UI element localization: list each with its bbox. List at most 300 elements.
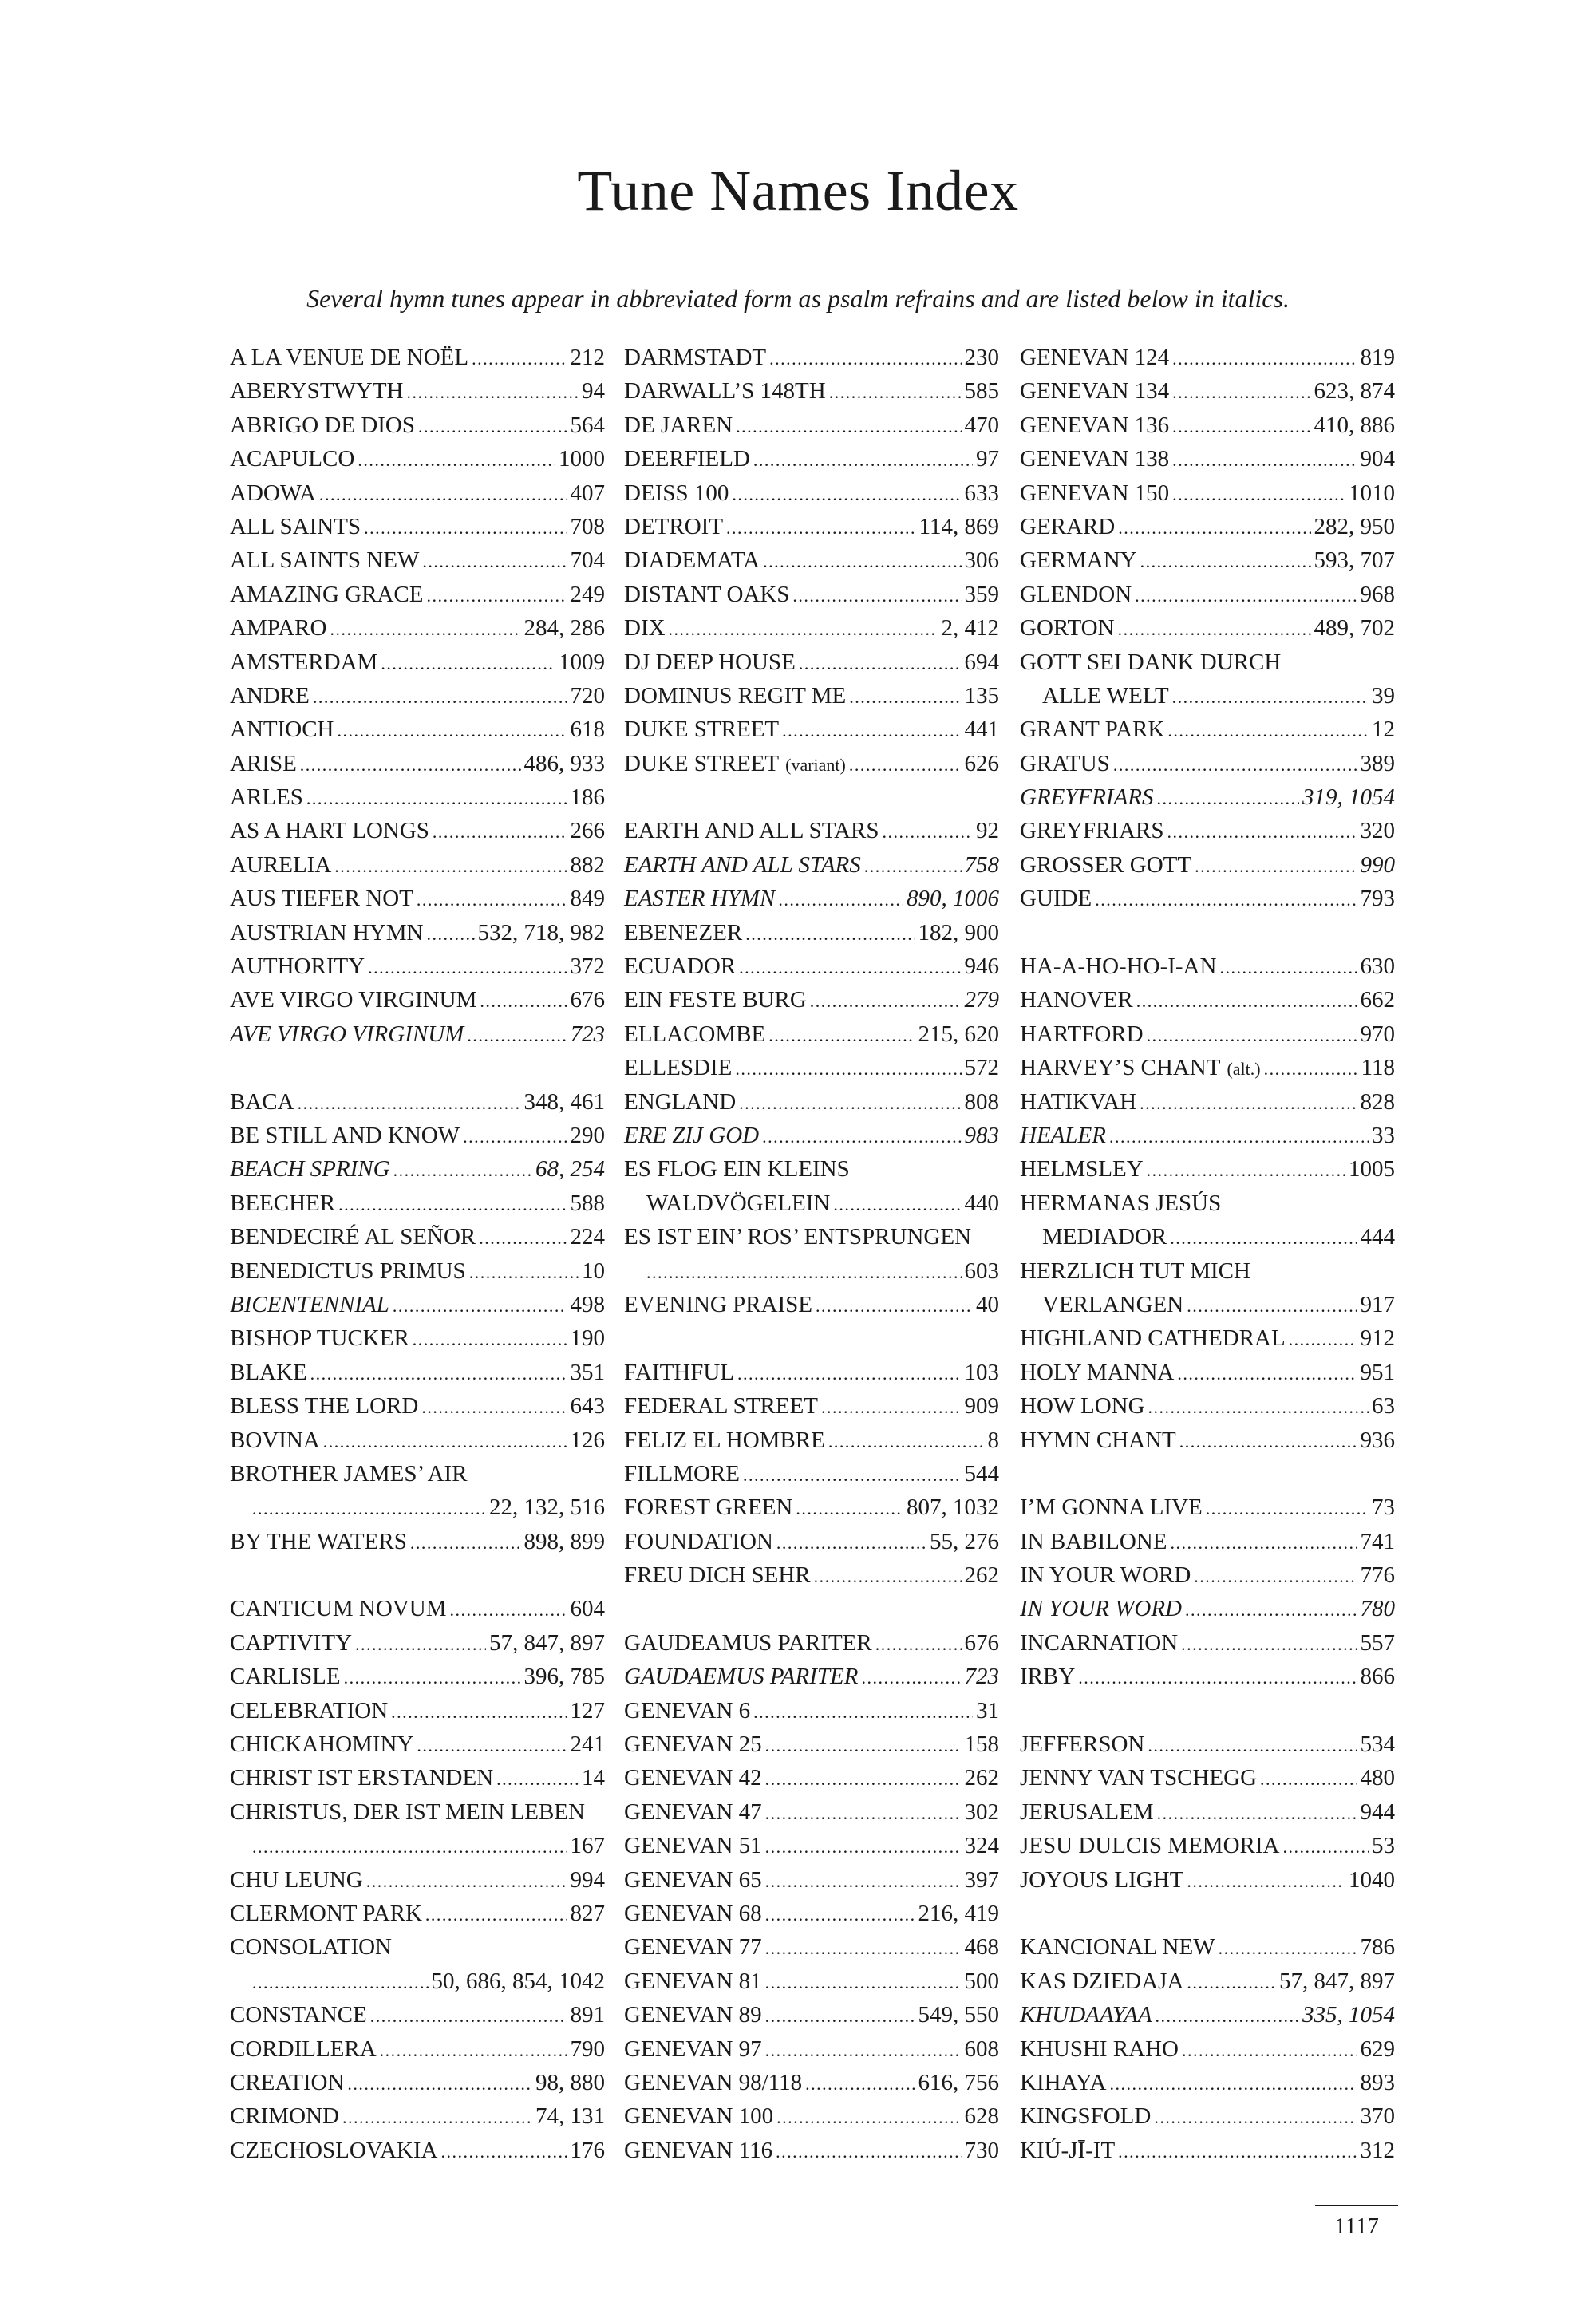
leader-dots [1135, 579, 1357, 613]
page-reference: 643 [570, 1393, 605, 1420]
index-entry [230, 2032, 605, 2066]
leader-dots [1172, 342, 1357, 376]
leader-dots [1118, 511, 1310, 545]
tune-name: INCARNATION [1020, 1629, 1179, 1656]
index-entry [624, 1863, 999, 1897]
leader-dots [753, 444, 973, 477]
index-entry [624, 1491, 999, 1524]
page-reference: 968 [1360, 581, 1395, 607]
tune-name: CZECHOSLOVAKIA [230, 2137, 438, 2163]
tune-name: BE STILL AND KNOW [230, 1122, 460, 1148]
leader-dots [1264, 1052, 1358, 1086]
page-reference: 224 [570, 1224, 605, 1250]
leader-dots [496, 1763, 579, 1796]
leader-dots [417, 1729, 567, 1763]
page-reference: 1040 [1349, 1866, 1395, 1893]
tune-name: HOLY MANNA [1020, 1359, 1175, 1385]
leader-dots [1177, 1357, 1357, 1391]
index-entry [1020, 1863, 1395, 1897]
index-entry [1020, 1525, 1395, 1558]
leader-dots [1113, 748, 1357, 782]
tune-name: IN BABILONE [1020, 1528, 1167, 1554]
page-reference: 216, 419 [918, 1900, 999, 1926]
tune-name: ACAPULCO [230, 446, 355, 472]
leader-dots [782, 714, 961, 748]
index-entry [624, 1085, 999, 1119]
leader-dots [776, 2135, 961, 2169]
index-entry [230, 646, 605, 679]
tune-name: GENEVAN 97 [624, 2036, 762, 2062]
page-reference: 628 [964, 2103, 999, 2130]
index-entry [1020, 442, 1395, 476]
leader-dots [467, 1019, 567, 1052]
index-entry [624, 2099, 999, 2133]
index-entry [1020, 1795, 1395, 1829]
leader-dots [1179, 1425, 1357, 1459]
tune-name: HERZLICH TUT MICH [1020, 1258, 1250, 1284]
index-entry [230, 747, 605, 780]
index-column-2 [624, 341, 999, 2167]
leader-dots [814, 1560, 962, 1593]
index-entry [1020, 780, 1395, 814]
index-entry [624, 713, 999, 746]
tune-name: GLENDON [1020, 581, 1132, 607]
index-entry [1020, 646, 1395, 679]
leader-dots [1172, 376, 1310, 409]
index-entry [624, 1897, 999, 1930]
index-entry [1020, 1356, 1395, 1389]
leader-dots [440, 2135, 567, 2169]
leader-dots [310, 1357, 567, 1391]
page-reference: 8 [987, 1427, 999, 1453]
tune-name: AS A HART LONGS [230, 818, 429, 844]
leader-dots [1078, 1661, 1357, 1695]
tune-name: GENEVAN 81 [624, 1968, 762, 1994]
tune-name: KHUDAAYAA [1020, 2002, 1152, 2028]
tune-name: I’M GONNA LIVE [1020, 1495, 1203, 1521]
tune-name: EARTH AND ALL STARS [624, 818, 879, 844]
section-gap [1020, 1457, 1395, 1491]
tune-name: KHUSHI RAHO [1020, 2036, 1179, 2062]
tune-name: HELMSLEY [1020, 1156, 1144, 1183]
tune-name: GENEVAN 68 [624, 1900, 762, 1926]
page-reference: 808 [964, 1088, 999, 1115]
page-reference: 158 [964, 1732, 999, 1758]
tune-name: ES FLOG EIN KLEINS [624, 1156, 850, 1183]
tune-name: CHRIST IST ERSTANDEN [230, 1765, 494, 1791]
index-entry [230, 341, 605, 374]
page-reference: 176 [570, 2137, 605, 2163]
page-reference: 468 [964, 1934, 999, 1961]
index-entry [230, 882, 605, 915]
leader-dots [735, 1052, 961, 1086]
index-entry [230, 780, 605, 814]
tune-name: GENEVAN 98/118 [624, 2069, 803, 2095]
index-entry [230, 1152, 605, 1186]
leader-dots [480, 985, 567, 1018]
page-reference: 544 [964, 1460, 999, 1487]
index-entry [230, 543, 605, 577]
index-entry [1020, 1491, 1395, 1524]
index-entry [1020, 1728, 1395, 1761]
page-reference: 676 [570, 987, 605, 1013]
tune-name: GENEVAN 47 [624, 1799, 762, 1825]
page-reference: 12 [1372, 717, 1395, 743]
index-entry [1020, 950, 1395, 983]
index-entry [1020, 1254, 1395, 1288]
page-reference: 470 [964, 412, 999, 438]
leader-dots [1147, 1019, 1357, 1052]
index-entry [230, 679, 605, 713]
tune-name: HA-A-HO-HO-I-AN [1020, 954, 1217, 980]
page-reference: 891 [570, 2002, 605, 2028]
tune-name: FAITHFUL [624, 1359, 735, 1385]
tune-name: DETROIT [624, 513, 724, 539]
page-reference: 616, 756 [918, 2069, 999, 2095]
tune-name: CAPTIVITY [230, 1629, 353, 1656]
tune-name: DEISS 100 [624, 480, 729, 506]
page-reference: 114, 869 [918, 513, 999, 539]
leader-dots [330, 613, 520, 646]
index-entry [1020, 611, 1395, 645]
index-entry [1020, 1829, 1395, 1862]
index-entry [1020, 1626, 1395, 1660]
tune-name: DIADEMATA [624, 547, 760, 574]
page-reference: 807, 1032 [907, 1495, 999, 1521]
tune-name: VERLANGEN [1042, 1291, 1184, 1317]
tune-name: DARMSTADT [624, 345, 767, 370]
leader-dots [769, 342, 961, 376]
section-gap [1020, 916, 1395, 950]
index-entry [624, 848, 999, 882]
page-reference: 603 [964, 1258, 999, 1284]
tune-name: ABRIGO DE DIOS [230, 412, 415, 438]
tune-name: CONSOLATION [230, 1934, 392, 1961]
tune-name: ALLE WELT [1042, 682, 1169, 709]
leader-dots [472, 342, 567, 376]
page-reference: 623, 874 [1314, 378, 1395, 405]
page-reference: 126 [570, 1427, 605, 1453]
footer-rule [1315, 2205, 1398, 2206]
leader-dots [393, 1154, 532, 1187]
tune-name: AVE VIRGO VIRGINUM [230, 987, 477, 1013]
tune-name: FOREST GREEN [624, 1495, 793, 1521]
leader-dots [1289, 1323, 1357, 1356]
tune-name: DISTANT OAKS [624, 581, 790, 607]
index-entry [1020, 679, 1395, 713]
tune-name: GENEVAN 25 [624, 1732, 762, 1758]
index-entry [624, 1930, 999, 1964]
index-entry [1020, 1660, 1395, 1693]
leader-dots [1182, 2034, 1357, 2067]
leader-dots [338, 1188, 567, 1222]
tune-name: FELIZ EL HOMBRE [624, 1427, 825, 1453]
page-reference: 626 [964, 750, 999, 776]
page-reference: 532, 718, 982 [477, 919, 605, 946]
index-entry [624, 1795, 999, 1829]
index-entry [230, 2066, 605, 2099]
page-reference: 604 [570, 1596, 605, 1622]
tune-name: HANOVER [1020, 987, 1133, 1013]
page-reference: 370 [1360, 2103, 1395, 2130]
page-reference: 74, 131 [535, 2103, 605, 2130]
page-reference: 73 [1372, 1495, 1395, 1521]
tune-name: AMPARO [230, 615, 327, 642]
leader-dots [1110, 2067, 1357, 2101]
tune-name: HIGHLAND CATHEDRAL [1020, 1325, 1286, 1352]
index-entry [624, 510, 999, 543]
page-reference: 500 [964, 1968, 999, 1994]
index-entry [1020, 713, 1395, 746]
leader-dots [418, 410, 567, 444]
index-entry [624, 1017, 999, 1051]
leader-dots [829, 376, 962, 409]
leader-dots [449, 1593, 567, 1627]
index-entry [624, 1288, 999, 1321]
page-reference: 720 [570, 682, 605, 709]
leader-dots [1147, 1154, 1345, 1187]
tune-name: DJ DEEP HOUSE [624, 649, 796, 675]
leader-dots [1260, 1763, 1357, 1796]
index-entry [1020, 1558, 1395, 1592]
leader-dots [479, 1222, 567, 1255]
leader-dots [861, 1661, 961, 1695]
section-gap [624, 780, 999, 814]
page-reference: 990 [1360, 851, 1395, 878]
tune-name: CLERMONT PARK [230, 1900, 422, 1926]
page-reference: 282, 950 [1314, 513, 1395, 539]
page-reference: 33 [1372, 1122, 1395, 1148]
index-entry [1020, 747, 1395, 780]
page-reference: 92 [976, 818, 999, 844]
tune-name: BOVINA [230, 1427, 320, 1453]
index-entry [230, 1897, 605, 1930]
tune-name: FILLMORE [624, 1460, 740, 1487]
tune-name: JENNY VAN TSCHEGG [1020, 1765, 1258, 1791]
index-entry [1020, 983, 1395, 1017]
section-gap [624, 1321, 999, 1355]
page-reference: 904 [1360, 446, 1395, 472]
leader-dots [422, 545, 567, 578]
intro-note: Several hymn tunes appear in abbreviated form as psalm refrains and are listed below in italics. [306, 284, 1290, 313]
page-reference: 893 [1360, 2069, 1395, 2095]
index-entry [624, 950, 999, 983]
page-reference: 827 [570, 1900, 605, 1926]
leader-dots [762, 1120, 961, 1154]
page-reference: 68, 254 [535, 1156, 605, 1183]
index-entry [1020, 578, 1395, 611]
tune-name: DUKE STREET [624, 750, 780, 776]
tune-name: GERARD [1020, 513, 1116, 539]
tune-name: ES IST EIN’ ROS’ ENTSPRUNGEN [624, 1224, 972, 1250]
tune-name: ELLACOMBE [624, 1021, 766, 1047]
tune-name: AMSTERDAM [230, 649, 378, 675]
index-entry [230, 1321, 605, 1355]
tune-name: HATIKVAH [1020, 1088, 1137, 1115]
index-entry [230, 510, 605, 543]
page-reference: 2, 412 [941, 615, 999, 642]
tune-name: BENEDICTUS PRIMUS [230, 1258, 466, 1284]
page-reference: 241 [570, 1732, 605, 1758]
tune-name: IN YOUR WORD [1020, 1562, 1191, 1589]
index-entry [624, 1998, 999, 2032]
page-reference: 741 [1360, 1528, 1395, 1554]
page-reference: 39 [1372, 682, 1395, 709]
page-number: 1117 [1334, 2213, 1379, 2239]
index-entry [230, 1592, 605, 1625]
leader-dots [765, 1830, 962, 1864]
page-reference: 63 [1372, 1393, 1395, 1420]
leader-dots [776, 1526, 926, 1560]
index-entry [624, 646, 999, 679]
leader-dots [364, 511, 567, 545]
page-reference: 290 [570, 1122, 605, 1148]
leader-dots [393, 1289, 567, 1323]
leader-dots [252, 1830, 567, 1864]
page-reference: 441 [964, 717, 999, 743]
tune-variant-note: (variant) [785, 754, 846, 775]
tune-name: HEALER [1020, 1122, 1106, 1148]
index-entry [1020, 1389, 1395, 1423]
leader-dots [421, 1391, 567, 1424]
page-reference: 324 [964, 1833, 999, 1859]
tune-name: GOTT SEI DANK DURCH [1020, 649, 1282, 675]
tune-name: HYMN CHANT [1020, 1427, 1176, 1453]
tune-name: HARTFORD [1020, 1021, 1144, 1047]
leader-dots [805, 2067, 915, 2101]
page-reference: 212 [570, 345, 605, 370]
index-entry [230, 2099, 605, 2133]
index-entry [624, 1558, 999, 1592]
page-reference: 1005 [1349, 1156, 1395, 1183]
index-entry [624, 543, 999, 577]
page-reference: 662 [1360, 987, 1395, 1013]
page-reference: 994 [570, 1866, 605, 1893]
index-entry [230, 1829, 605, 1862]
tune-name: CHU LEUNG [230, 1866, 363, 1893]
leader-dots [765, 1865, 962, 1898]
leader-dots [821, 1391, 961, 1424]
page-reference: 629 [1360, 2036, 1395, 2062]
page-reference: 970 [1360, 1021, 1395, 1047]
tune-name: DOMINUS REGIT ME [624, 682, 847, 709]
index-entry [1020, 2066, 1395, 2099]
leader-dots [355, 1628, 486, 1661]
index-entry [230, 814, 605, 847]
leader-dots [319, 478, 567, 511]
leader-dots [334, 850, 567, 883]
leader-dots [753, 1696, 973, 1729]
page-reference: 97 [976, 446, 999, 472]
leader-dots [407, 376, 579, 409]
tune-name: GENEVAN 116 [624, 2137, 773, 2163]
page-reference: 983 [964, 1122, 999, 1148]
tune-name: KAS DZIEDAJA [1020, 1968, 1184, 1994]
index-entry [624, 1626, 999, 1660]
leader-dots [745, 918, 915, 951]
index-entry [624, 1761, 999, 1795]
page-reference: 723 [964, 1664, 999, 1690]
section-gap [1020, 1897, 1395, 1930]
index-entry [230, 1626, 605, 1660]
index-entry [230, 1017, 605, 1051]
index-entry [230, 1220, 605, 1254]
tune-name: ELLESDIE [624, 1055, 733, 1081]
leader-dots [381, 647, 555, 681]
leader-dots [252, 1492, 486, 1526]
tune-name: CREATION [230, 2069, 345, 2095]
page-reference: 890, 1006 [907, 886, 999, 912]
index-entry [624, 1457, 999, 1491]
page-reference: 1009 [559, 649, 605, 675]
tune-name: DEERFIELD [624, 446, 750, 472]
leader-dots [765, 1763, 962, 1796]
tune-name: DE JAREN [624, 412, 733, 438]
tune-name: GENEVAN 100 [624, 2103, 774, 2130]
tune-name: ARISE [230, 750, 297, 776]
index-entry [624, 1254, 999, 1288]
leader-dots [1187, 1865, 1345, 1898]
index-entry [230, 578, 605, 611]
leader-dots [765, 1898, 915, 1932]
leader-dots [469, 1256, 579, 1289]
page-reference: 53 [1372, 1833, 1395, 1859]
page-reference: 127 [570, 1697, 605, 1724]
index-entry [230, 1119, 605, 1152]
leader-dots [792, 579, 961, 613]
page-reference: 633 [964, 480, 999, 506]
index-entry [1020, 2134, 1395, 2167]
leader-dots [799, 647, 962, 681]
leader-dots [1148, 1729, 1357, 1763]
index-entry [230, 1288, 605, 1321]
page-reference: 186 [570, 784, 605, 811]
index-entry [624, 2066, 999, 2099]
tune-name: EVENING PRAISE [624, 1291, 813, 1317]
tune-name: ADOWA [230, 480, 316, 506]
leader-dots [1167, 714, 1369, 748]
tune-name: GENEVAN 51 [624, 1833, 762, 1859]
leader-dots [646, 1256, 962, 1289]
page-reference: 230 [964, 345, 999, 370]
page-reference: 279 [964, 987, 999, 1013]
page-reference: 284, 286 [523, 615, 605, 642]
tune-name: GRANT PARK [1020, 717, 1165, 743]
page-reference: 440 [964, 1190, 999, 1216]
index-entry [1020, 882, 1395, 915]
leader-dots [1206, 1492, 1369, 1526]
leader-dots [763, 545, 961, 578]
tune-name: GORTON [1020, 615, 1115, 642]
tune-name: GENEVAN 89 [624, 2002, 762, 2028]
index-entry [624, 1119, 999, 1152]
tune-name: BEECHER [230, 1190, 336, 1216]
page-reference: 786 [1360, 1934, 1395, 1961]
tune-name: CANTICUM NOVUM [230, 1596, 447, 1622]
page-reference: 312 [1360, 2137, 1395, 2163]
leader-dots [1172, 444, 1357, 477]
leader-dots [368, 951, 567, 985]
page-reference: 618 [570, 717, 605, 743]
tune-name: IRBY [1020, 1664, 1076, 1690]
tune-name: HARVEY’S CHANT [1020, 1055, 1221, 1081]
page-reference: 50, 686, 854, 1042 [431, 1968, 605, 1994]
tune-name: ERE ZIJ GOD [624, 1122, 760, 1148]
leader-dots [1187, 1289, 1357, 1323]
tune-name: ANTIOCH [230, 717, 334, 743]
leader-dots [736, 410, 961, 444]
tune-name: CHRISTUS, DER IST MEIN LEBEN [230, 1799, 585, 1825]
